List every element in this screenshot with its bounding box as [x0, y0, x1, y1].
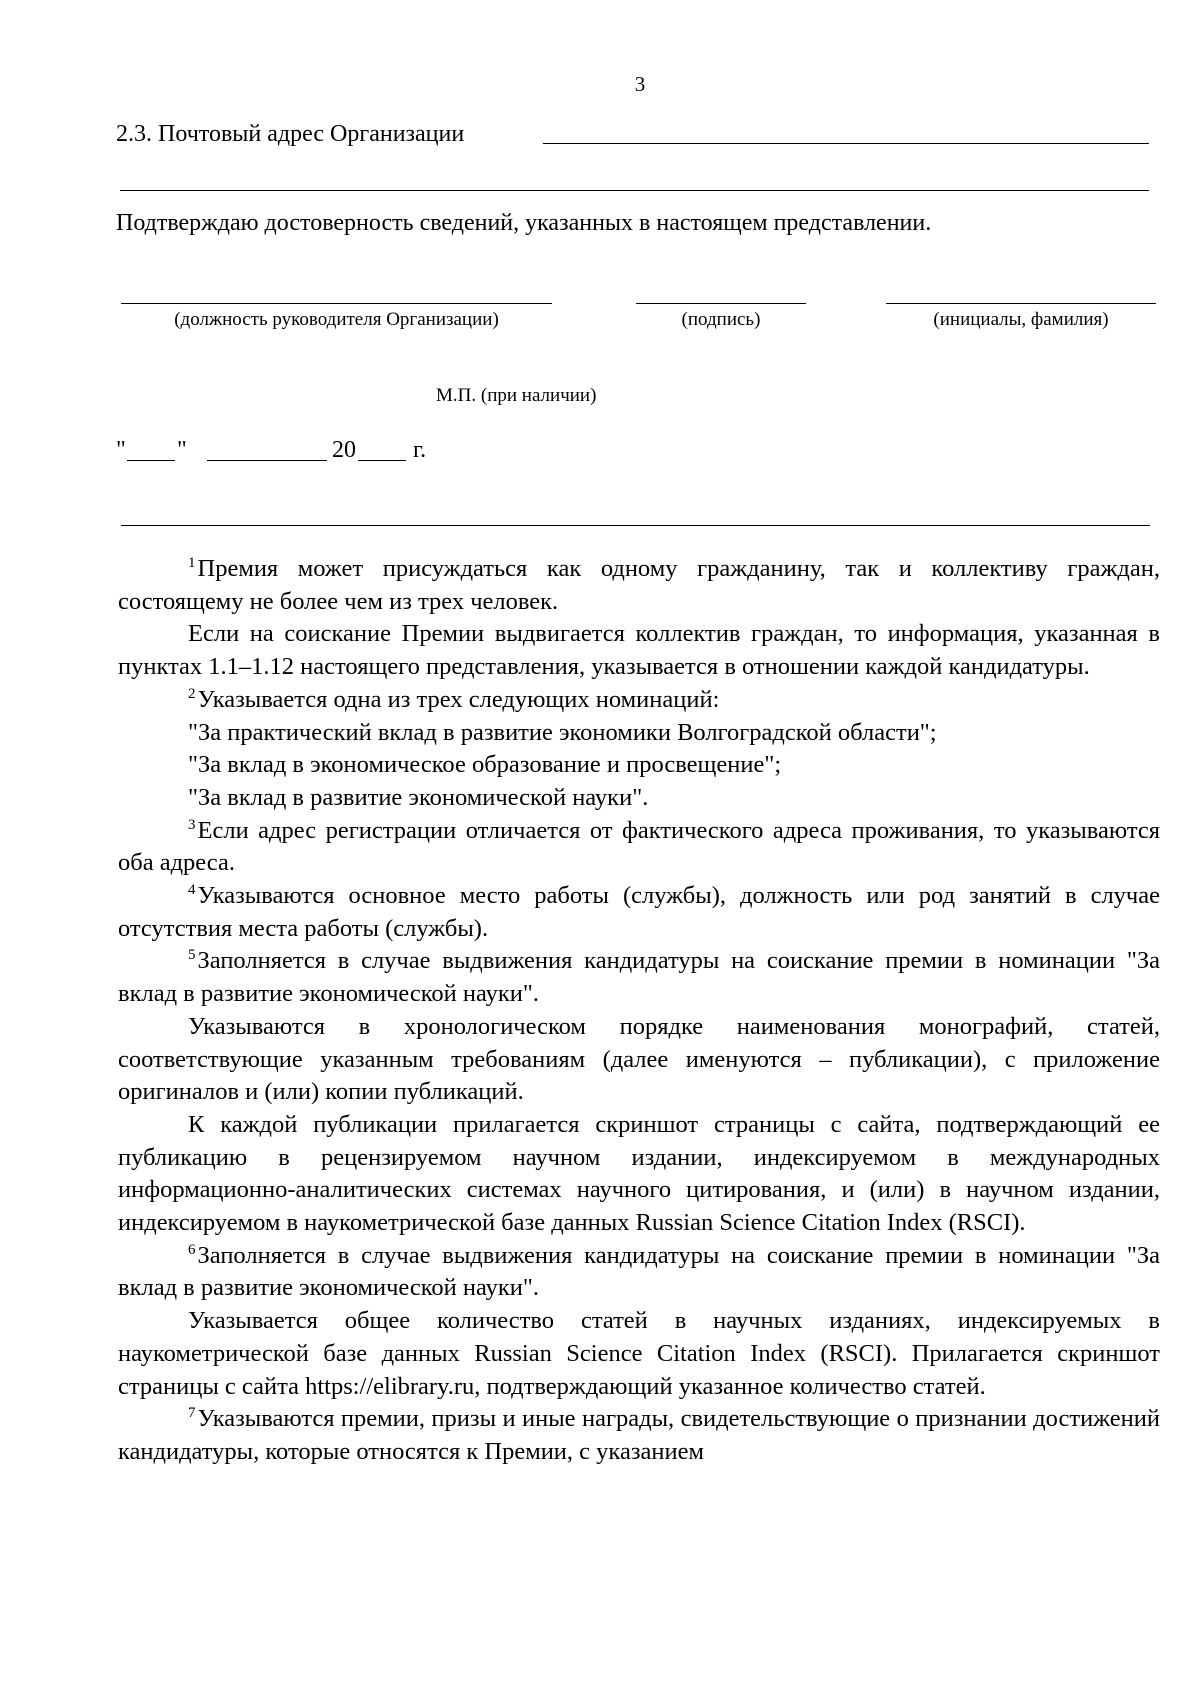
- year-suffix: г.: [413, 437, 427, 463]
- footnote-text: Указываются премии, призы и иные награды, свидетельствующие о признании достижений кандидатуры, которые относятся к Премии, с указанием: [118, 1405, 1160, 1465]
- name-caption: (инициалы, фамилия): [933, 309, 1109, 330]
- seal-label: М.П. (при наличии): [436, 385, 597, 406]
- footnote-paragraph: [118, 1109, 1160, 1240]
- footnote-separator: [121, 525, 1150, 526]
- footnote-text: Заполняется в случае выдвижения кандидатуры на соискание премии в номинации "За вклад в развитие экономической науки".: [118, 1241, 1160, 1302]
- footnote-text: "За вклад в экономическое образование и просвещение";: [188, 751, 782, 779]
- footnote-marker: 5: [188, 947, 196, 964]
- page-number: 3: [634, 72, 646, 96]
- footnote-paragraph: [118, 782, 1160, 815]
- postal-address-label: 2.3. Почтовый адрес Организации: [116, 121, 465, 147]
- footnote-marker: 7: [188, 1405, 196, 1422]
- footnote-marker: 3: [188, 816, 196, 833]
- year-blank: [358, 460, 406, 461]
- footnote-text: Указываются в хронологическом порядке наименования монографий, статей, соответствующие указанным требованиям (далее именуются – публикации), с приложение оригиналов и (или) копии публикаций.: [118, 1012, 1160, 1106]
- footnote-paragraph: [118, 1011, 1160, 1109]
- footnotes: [118, 553, 1160, 1469]
- footnote-paragraph: [118, 749, 1160, 782]
- footnote-paragraph: [118, 553, 1160, 618]
- footnote-text: Премия может присуждаться как одному гражданину, так и коллективу граждан, состоящему не более чем из трех человек.: [118, 555, 1160, 615]
- footnote-text: Если на соискание Премии выдвигается коллектив граждан, то информация, указанная в пунктах 1.1–1.12 настоящего представления, указывается в отношении каждой кандидатуры.: [118, 620, 1160, 681]
- footnote-text: "За практический вклад в развитие экономики Волгоградской области";: [188, 718, 937, 746]
- footnote-paragraph: [118, 945, 1160, 1010]
- footnote-text: К каждой публикации прилагается скриншот страницы с сайта, подтверждающий ее публикацию в рецензируемом научном издании, индексируемом в международных информационно-аналитических системах научного цитирования, и (или) в научном издании, индексируемом в наукометрической базе данных Russian Science Citation Index (RSCI).: [118, 1110, 1160, 1237]
- confirmation-text: Подтверждаю достоверность сведений, указанных в настоящем представлении.: [116, 210, 932, 236]
- footnote-marker: 1: [188, 555, 196, 571]
- footnote-marker: 4: [188, 882, 196, 899]
- signature-line: [636, 303, 806, 304]
- footnote-marker: 2: [188, 685, 196, 702]
- month-blank: [207, 460, 327, 461]
- footnote-paragraph: [118, 1403, 1160, 1468]
- footnote-text: Заполняется в случае выдвижения кандидатуры на соискание премии в номинации "За вклад в развитие экономической науки".: [118, 947, 1160, 1008]
- footnote-text: Если адрес регистрации отличается от фактического адреса проживания, то указываются оба адреса.: [118, 816, 1160, 877]
- footnote-paragraph: [118, 684, 1160, 717]
- footnote-marker: 6: [188, 1241, 196, 1258]
- day-blank: [127, 460, 175, 461]
- footnote-paragraph: [118, 1240, 1160, 1305]
- postal-address-line-2: [120, 190, 1149, 191]
- footnote-paragraph: [118, 815, 1160, 880]
- date-open-quote: ": [116, 437, 126, 463]
- position-line: [121, 303, 552, 304]
- footnote-text: Указываются основное место работы (службы), должность или род занятий в случае отсутствия места работы (службы).: [118, 882, 1160, 942]
- footnote-text: "За вклад в развитие экономической науки".: [188, 783, 649, 811]
- position-caption: (должность руководителя Организации): [174, 309, 499, 330]
- footnote-text: Указывается одна из трех следующих номинаций:: [197, 685, 720, 713]
- footnote-paragraph: [118, 717, 1160, 750]
- signature-caption: (подпись): [681, 309, 761, 330]
- footnote-paragraph: [118, 618, 1160, 683]
- name-line: [886, 303, 1156, 304]
- footnote-paragraph: [118, 880, 1160, 945]
- year-prefix: 20: [332, 437, 356, 463]
- footnote-text: Указывается общее количество статей в научных изданиях, индексируемых в наукометрической базе данных Russian Science Citation Index (RSCI). Прилагается скриншот страницы с сайта https://elibrary.ru, подтверждающий указанное количество статей.: [118, 1307, 1160, 1400]
- date-close-quote: ": [177, 437, 187, 463]
- postal-address-line-1: [543, 143, 1149, 144]
- footnote-paragraph: [118, 1305, 1160, 1403]
